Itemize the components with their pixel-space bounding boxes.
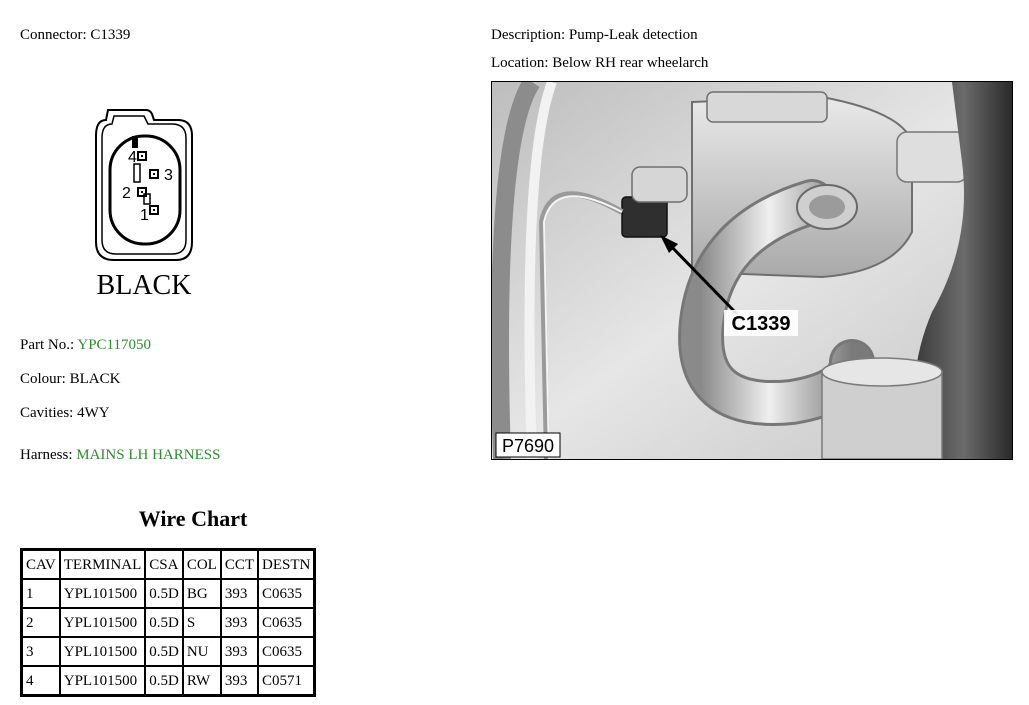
wire-chart-title: Wire Chart [138,506,248,531]
description-label: Description: [491,27,566,43]
table-row [22,579,315,608]
harness-link[interactable]: MAINS LH HARNESS [76,447,221,463]
cell-cav: 1 [22,579,60,608]
cell-cav: 4 [22,666,60,696]
colour-value: BLACK [69,371,121,387]
connector-colour-caption: BLACK [96,270,192,301]
cell-col: NU [183,637,221,666]
cell-destn: C0635 [258,608,315,637]
connector-value: C1339 [90,27,131,43]
cell-col: S [183,608,221,637]
location-photo-illustration [492,82,1012,459]
colour-label: Colour: [20,371,66,387]
connector-field [20,27,130,44]
table-row [22,637,315,666]
header-col: COL [183,550,221,580]
figure-id-label: P7690 [501,436,555,456]
cell-terminal: YPL101500 [60,579,146,608]
connector-face-drawing [88,102,198,302]
cavities-label: Cavities: [20,405,74,421]
connector-diagram [88,102,198,302]
table-row [22,608,315,637]
part-no-field [20,337,151,354]
cavities-value: 4WY [77,405,110,421]
location-photo [491,81,1013,460]
connector-label: Connector: [20,27,87,43]
description-value: Pump-Leak detection [568,27,698,43]
header-csa: CSA [145,550,183,580]
cell-csa: 0.5D [145,608,183,637]
cell-destn: C0635 [258,579,315,608]
wire-chart-table [20,548,316,697]
cell-col: BG [183,579,221,608]
header-terminal: TERMINAL [60,550,146,580]
cell-cct: 393 [221,579,258,608]
wire-chart-header-row [22,550,315,580]
header-cct: CCT [221,550,258,580]
cell-cct: 393 [221,608,258,637]
part-no-label: Part No.: [20,337,75,353]
cell-cct: 393 [221,637,258,666]
cell-terminal: YPL101500 [60,637,146,666]
connector-callout-label: C1339 [731,313,791,335]
pin-3-number: 3 [164,167,173,184]
part-no-link[interactable]: YPC117050 [77,337,151,353]
cell-cav: 3 [22,637,60,666]
cell-csa: 0.5D [145,666,183,696]
cell-cct: 393 [221,666,258,696]
header-destn: DESTN [258,550,315,580]
pin-1-number: 1 [140,207,149,224]
cell-terminal: YPL101500 [60,666,146,696]
location-value: Below RH rear wheelarch [552,55,709,71]
cavities-field [20,405,110,422]
cell-destn: C0571 [258,666,315,696]
location-field [491,55,708,72]
location-label: Location: [491,55,549,71]
description-field [491,27,698,44]
cell-terminal: YPL101500 [60,608,146,637]
cell-cav: 2 [22,608,60,637]
table-row [22,666,315,696]
pin-2-number: 2 [122,185,131,202]
header-cav: CAV [22,550,60,580]
cell-col: RW [183,666,221,696]
cell-destn: C0635 [258,637,315,666]
colour-field [20,371,120,388]
pin-4-number: 4 [128,149,137,166]
harness-field [20,447,220,464]
cell-csa: 0.5D [145,579,183,608]
harness-label: Harness: [20,447,73,463]
cell-csa: 0.5D [145,637,183,666]
